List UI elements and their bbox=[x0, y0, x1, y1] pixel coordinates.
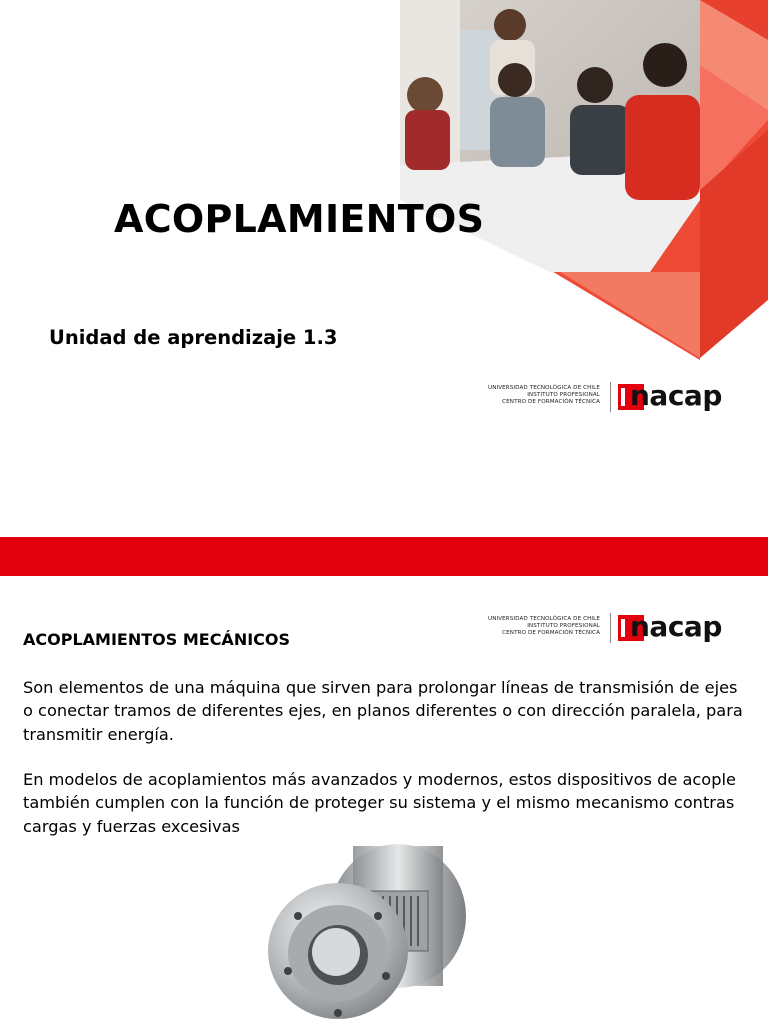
logo-separator bbox=[610, 613, 611, 643]
institution-lines: UNIVERSIDAD TECNOLÓGICA DE CHILE INSTITUTO PROFESIONAL CENTRO DE FORMACIÓN TÉCNICA bbox=[488, 385, 600, 406]
slide-divider-band bbox=[0, 537, 768, 576]
inacap-wordmark: nacap bbox=[630, 379, 722, 412]
section-heading: ACOPLAMIENTOS MECÁNICOS bbox=[23, 630, 291, 649]
institution-lines: UNIVERSIDAD TECNOLÓGICA DE CHILE INSTITUTO PROFESIONAL CENTRO DE FORMACIÓN TÉCNICA bbox=[488, 616, 600, 637]
learning-unit-subtitle: Unidad de aprendizaje 1.3 bbox=[49, 326, 338, 349]
presentation-title: ACOPLAMIENTOS bbox=[114, 197, 485, 241]
inacap-logo bbox=[488, 379, 746, 420]
advanced-models-paragraph: En modelos de acoplamientos más avanzados y modernos, estos dispositivos de acople también cumplen con la función de proteger su sistema y el mismo mecanismo contras cargas y fuerzas excesivas bbox=[23, 770, 736, 836]
inacap-logo bbox=[488, 610, 746, 651]
hero-photo-collage bbox=[400, 0, 768, 365]
definition-paragraph: Son elementos de una máquina que sirven para prolongar líneas de transmisión de ejes o conectar tramos de diferentes ejes, en planos diferentes o con dirección paralela, para transmitir energía. bbox=[23, 678, 743, 744]
title-slide bbox=[0, 0, 768, 470]
inacap-wordmark: nacap bbox=[630, 610, 722, 643]
logo-separator bbox=[610, 382, 611, 412]
mechanical-coupling-image bbox=[258, 841, 478, 1024]
content-slide bbox=[0, 576, 768, 1024]
